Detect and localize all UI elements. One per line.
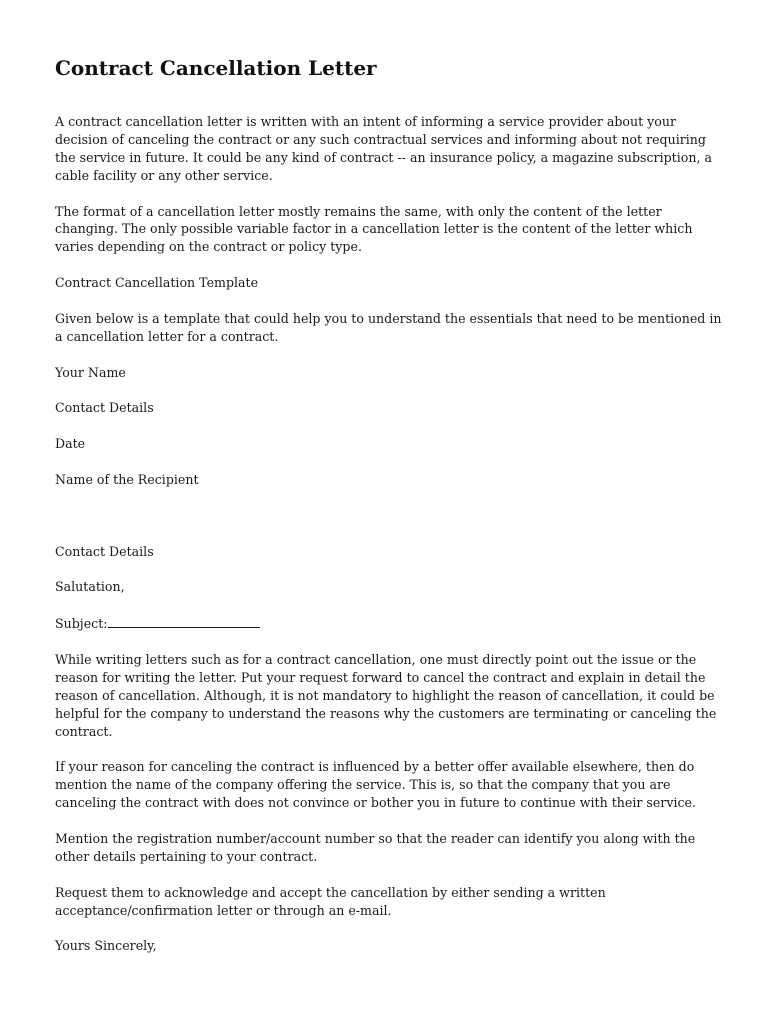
salutation-line: Salutation, — [55, 579, 125, 595]
body-paragraph-4: Request them to acknowledge and accept the cancellation by either sending a written acceptance/confirmation letter or through an e-mail. — [55, 884, 606, 918]
intro-paragraph-1: A contract cancellation letter is written with an intent of informing a service provider about your decision of canceling the contract or any such contractual services and informing about not requiring the service in future. It could be any kind of contract -- an insurance policy, a magazine subscription, a cable facility or any other service. — [55, 114, 712, 183]
blank-space — [55, 507, 725, 543]
recipient-contact-details-line: Contact Details — [55, 543, 154, 559]
intro-paragraph-2: The format of a cancellation letter mostly remains the same, with only the content of the letter changing. The only possible variable factor in a cancellation letter is the content of the letter which varies depending on the contract or policy type. — [55, 203, 693, 255]
template-intro-paragraph: Given below is a template that could help you to understand the essentials that need to be mentioned in a cancellation letter for a contract. — [55, 310, 722, 344]
subject-line — [55, 614, 725, 633]
document-page — [55, 55, 725, 973]
template-heading: Contract Cancellation Template — [55, 275, 259, 291]
document-title: Contract Cancellation Letter — [55, 56, 377, 80]
date-line: Date — [55, 436, 86, 452]
recipient-name-line: Name of the Recipient — [55, 472, 199, 488]
body-paragraph-3: Mention the registration number/account number so that the reader can identify you along with the other details pertaining to your contract. — [55, 831, 696, 864]
subject-label: Subject: — [55, 616, 108, 632]
closing-line: Yours Sincerely, — [55, 938, 157, 954]
body-paragraph-1: While writing letters such as for a contract cancellation, one must directly point out the issue or the reason for writing the letter. Put your request forward to cancel the contract and explain in detail the reason of cancellation. Although, it is not mandatory to highlight the reason of cancellation, it could be helpful for the company to understand the reasons why the customers are terminating or canceling the contract. — [55, 652, 717, 739]
subject-blank — [108, 614, 260, 628]
sender-contact-details-line: Contact Details — [55, 400, 154, 416]
body-paragraph-2: If your reason for canceling the contract is influenced by a better offer available elsewhere, then do mention the name of the company offering the service. This is, so that the company that you are canceling the contract with does not convince or bother you in future to continue with their service. — [55, 759, 696, 811]
your-name-line: Your Name — [55, 364, 126, 380]
